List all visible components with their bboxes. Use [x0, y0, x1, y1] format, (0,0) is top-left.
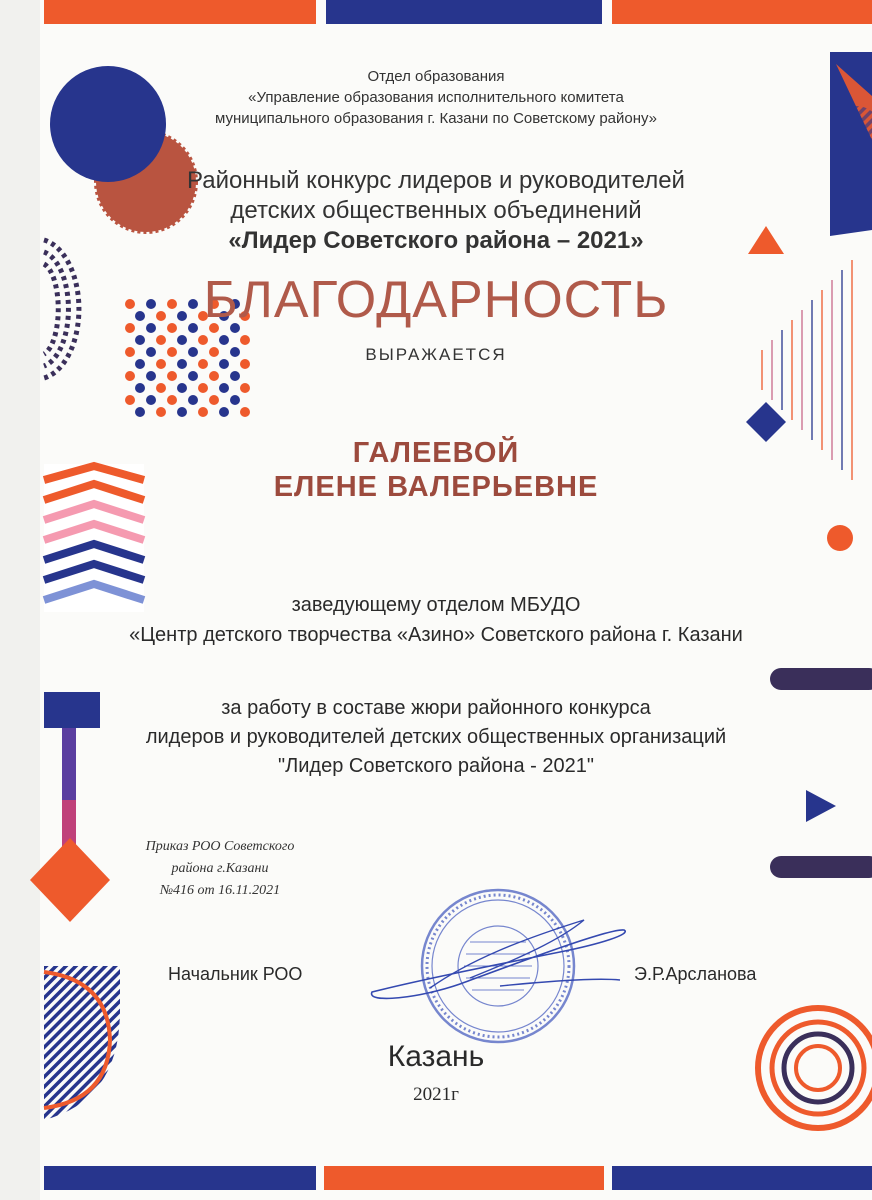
contest-line: Районный конкурс лидеров и руководителей	[187, 167, 685, 194]
city-name: Казань	[387, 1040, 485, 1073]
reason-line: "Лидер Советского района - 2021"	[278, 755, 594, 777]
department-line: Отдел образования	[367, 68, 505, 85]
dot	[198, 383, 208, 393]
dot	[125, 395, 135, 405]
expressed-label: ВЫРАЖАЕТСЯ	[365, 345, 507, 364]
order-reference	[120, 836, 320, 902]
position-line: «Центр детского творчества «Азино» Советского района г. Казани	[129, 624, 743, 646]
dot	[156, 407, 166, 417]
reason-line: лидеров и руководителей детских общественных организаций	[145, 726, 727, 748]
dot	[209, 395, 219, 405]
signatory-role: Начальник РОО	[168, 964, 303, 984]
dot	[135, 383, 145, 393]
dot	[198, 335, 208, 345]
dot	[135, 335, 145, 345]
position-line: заведующему отделом МБУДО	[291, 594, 581, 616]
signatory-name: Э.Р.Арсланова	[634, 964, 757, 984]
dot	[156, 383, 166, 393]
dot	[177, 383, 187, 393]
dot	[198, 407, 208, 417]
dot	[188, 395, 198, 405]
dot	[209, 371, 219, 381]
dot	[240, 383, 250, 393]
dot	[219, 383, 229, 393]
dot	[146, 395, 156, 405]
recipient-name	[0, 436, 872, 504]
order-line: №416 от 16.11.2021	[159, 883, 281, 898]
dot	[146, 371, 156, 381]
certificate-title: БЛАГОДАРНОСТЬ	[203, 271, 669, 329]
recipient-position	[0, 590, 872, 650]
signature-scribble	[372, 920, 626, 998]
dot	[177, 335, 187, 345]
dot	[188, 371, 198, 381]
dot	[167, 395, 177, 405]
department-header	[0, 66, 872, 129]
reason-line: за работу в составе жюри районного конкурса	[221, 697, 651, 719]
dot	[219, 335, 229, 345]
order-line: района г.Казани	[171, 861, 269, 876]
dot	[156, 335, 166, 345]
top-color-bars	[44, 0, 872, 24]
dot	[177, 407, 187, 417]
order-line: Приказ РОО Советского	[145, 839, 295, 854]
dot	[219, 407, 229, 417]
dot	[240, 407, 250, 417]
contest-title	[0, 166, 872, 256]
dot	[167, 371, 177, 381]
issue-year: 2021г	[413, 1084, 459, 1105]
contest-line: детских общественных объединений	[230, 197, 642, 224]
dot	[230, 371, 240, 381]
dot	[230, 395, 240, 405]
dot	[240, 335, 250, 345]
contest-name: «Лидер Советского района – 2021»	[228, 227, 644, 254]
orange-dot	[827, 525, 853, 551]
recipient-given-names: ЕЛЕНЕ ВАЛЕРЬЕВНЕ	[273, 471, 599, 503]
department-line: муниципального образования г. Казани по Советскому району»	[214, 110, 658, 127]
dot	[135, 407, 145, 417]
bottom-color-bars	[44, 1166, 872, 1190]
department-line: «Управление образования исполнительного комитета	[248, 89, 624, 106]
dot	[125, 371, 135, 381]
award-reason	[0, 694, 872, 781]
recipient-surname: ГАЛЕЕВОЙ	[352, 437, 520, 469]
